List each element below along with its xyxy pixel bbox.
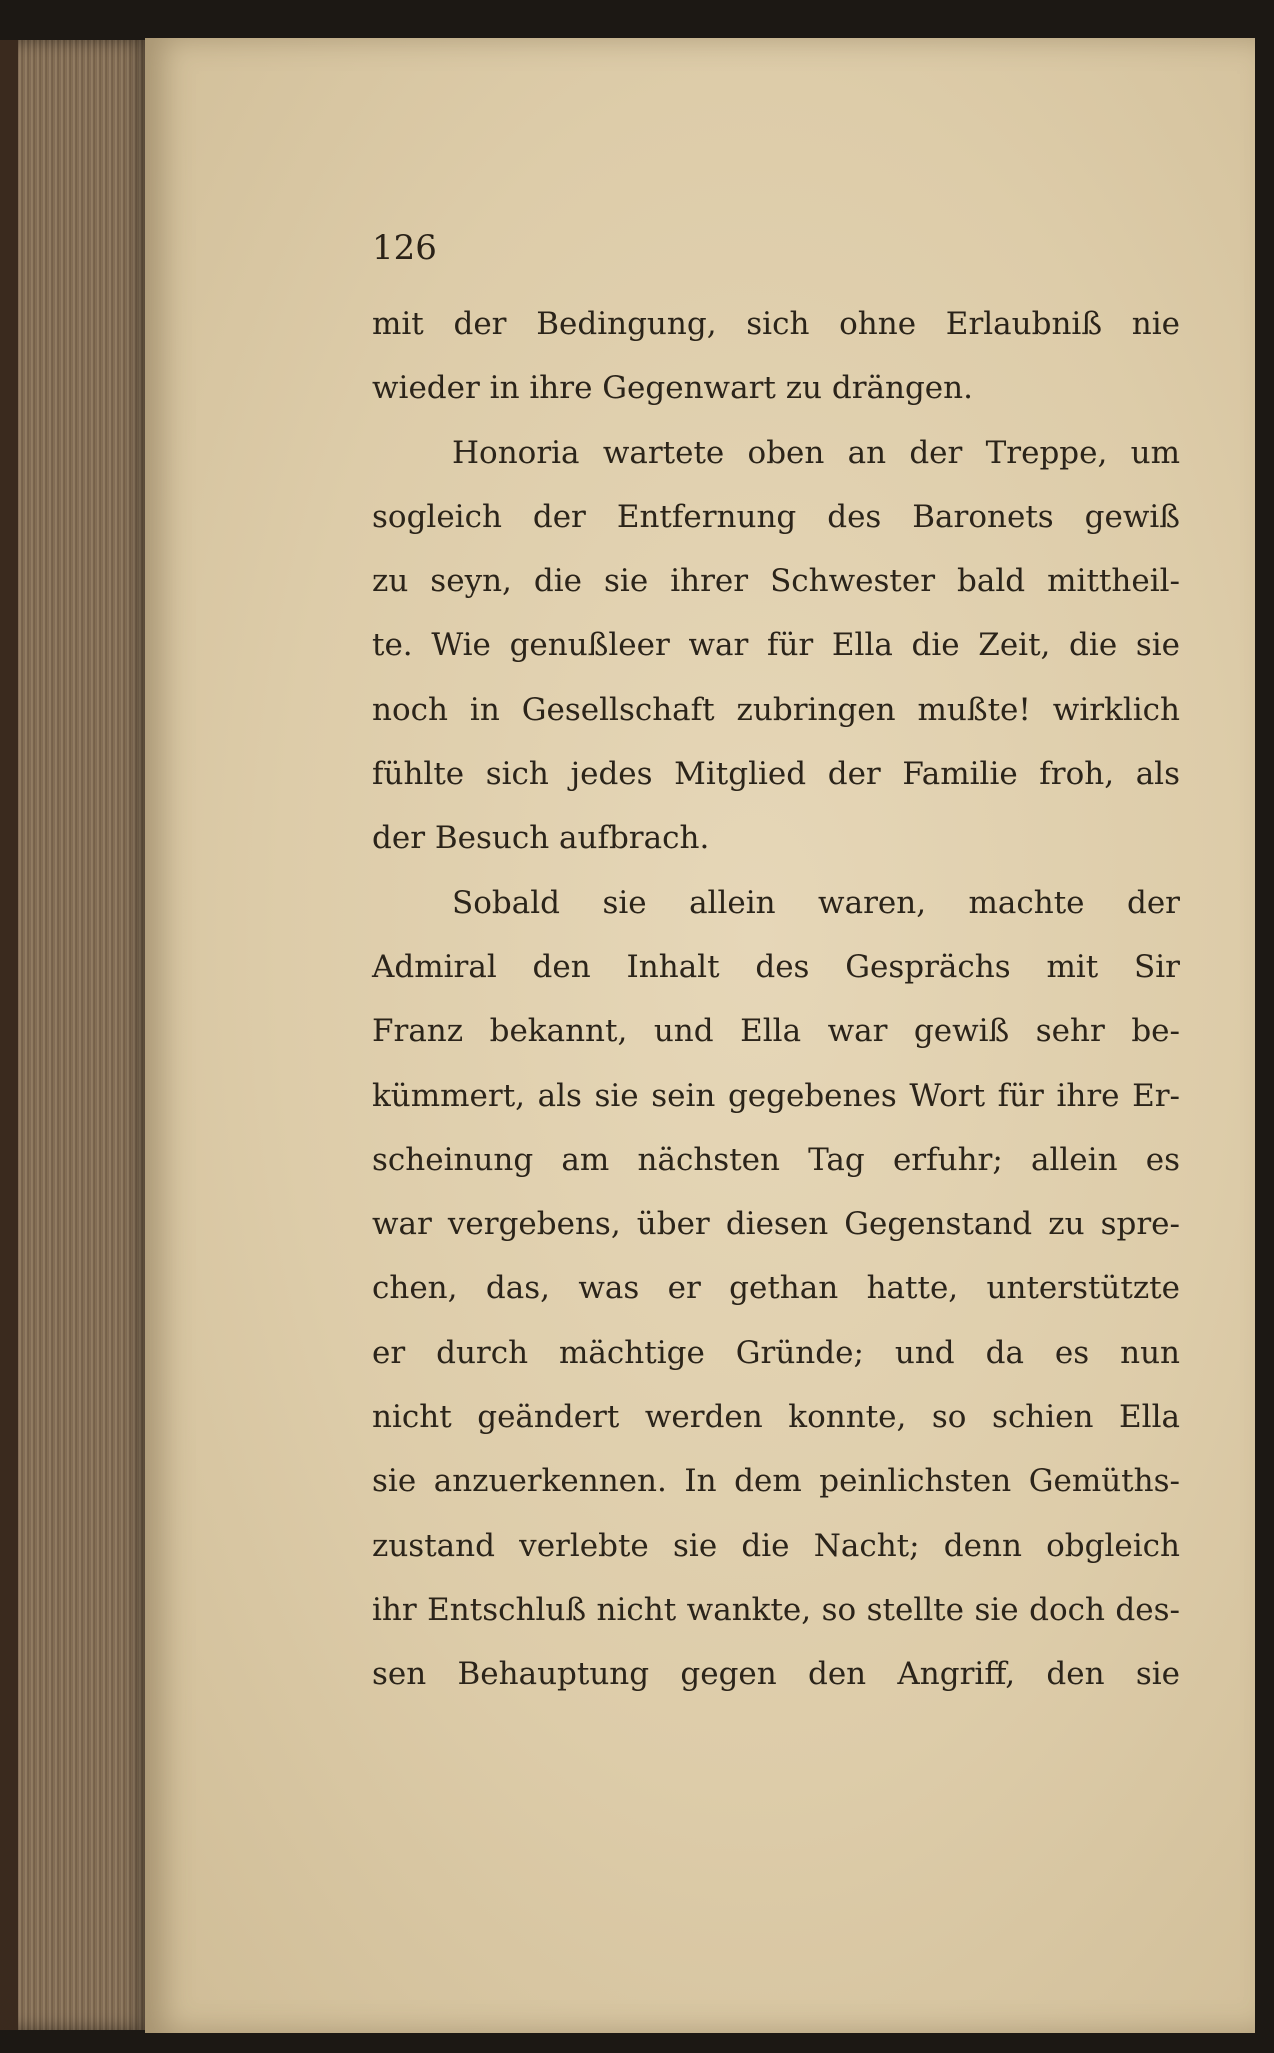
text-line: er durch mächtige Gründe; und da es nun [372,1334,1180,1371]
text-line: kümmert, als sie sein gegebenes Wort für ihre Er- [372,1077,1180,1114]
text-line: Honoria wartete oben an der Treppe, um [452,434,1180,471]
text-line: nicht geändert werden konnte, so schien Ella [372,1399,1180,1436]
page-number: 126 [372,228,437,268]
text-line: war vergebens, über diesen Gegenstand zu spre- [372,1206,1180,1243]
text-line: scheinung am nächsten Tag erfuhr; allein es [372,1141,1180,1178]
body-text [372,292,1180,1707]
text-line: sie anzuerkennen. In dem peinlichsten Gemüths- [372,1463,1180,1500]
text-line: sen Behauptung gegen den Angriff, den sie [372,1656,1180,1693]
text-line: fühlte sich jedes Mitglied der Familie froh, als [372,756,1180,793]
text-line: mit der Bedingung, sich ohne Erlaubniß nie [372,306,1180,342]
book-binding-edge [0,40,18,2030]
text-line: zustand verlebte sie die Nacht; denn obgleich [372,1527,1180,1564]
text-line: der Besuch aufbrach. [372,820,710,857]
text-line: Sobald sie allein waren, machte der [452,884,1180,921]
book-page-edges [0,40,150,2030]
text-line: ihr Entschluß nicht wankte, so stellte sie doch des- [372,1591,1180,1628]
text-line: te. Wie genußleer war für Ella die Zeit, die sie [372,627,1180,664]
text-line: wieder in ihre Gegenwart zu drängen. [372,370,973,407]
text-line: Franz bekannt, und Ella war gewiß sehr be- [372,1013,1180,1050]
text-line: chen, das, was er gethan hatte, unterstützte [372,1270,1180,1307]
text-line: sogleich der Entfernung des Baronets gewiß [372,498,1180,535]
text-line: Admiral den Inhalt des Gesprächs mit Sir [372,948,1180,985]
text-line: noch in Gesellschaft zubringen mußte! wirklich [372,691,1180,728]
text-line: zu seyn, die sie ihrer Schwester bald mittheil- [372,563,1180,600]
